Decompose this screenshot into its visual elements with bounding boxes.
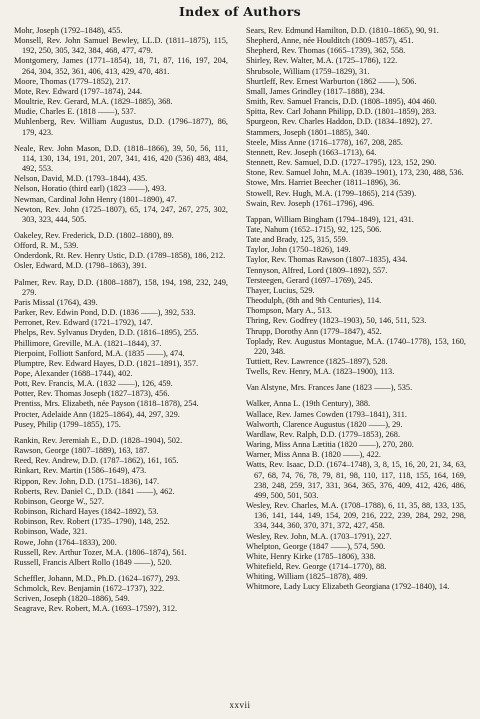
index-entry: Taylor, John (1750–1826), 149. (246, 245, 351, 255)
index-entry: Shirley, Rev. Walter, M.A. (1725–1786), 122. (246, 56, 398, 66)
index-entry: Rowe, John (1764–1833), 200. (14, 537, 117, 547)
index-entry: Wesley, Rev. John, M.A. (1703–1791), 227. (246, 531, 392, 541)
index-entry: Whitefield, Rev. George (1714–1770), 88. (246, 561, 387, 571)
index-entry: Theodulph, (8th and 9th Centuries), 114. (246, 296, 382, 306)
index-entry: Stammers, Joseph (1801–1885), 340. (246, 127, 370, 137)
index-entry: Reed, Rev. Andrew, D.D. (1787–1862), 161, 165. (14, 456, 179, 466)
index-entry: Perronet, Rev. Edward (1721–1792), 147. (14, 318, 153, 328)
index-entry: Whiting, William (1825–1878), 489. (246, 572, 368, 582)
index-entry: Potter, Rev. Thomas Joseph (1827–1873), 456. (14, 389, 170, 399)
index-entry: Plumptre, Rev. Edward Hayes, D.D. (1821–1891), 357. (14, 358, 199, 368)
index-entry: Mudie, Charles E. (1818 ——), 537. (14, 107, 136, 117)
index-entry: Robinson, Wade, 321. (14, 527, 88, 537)
page-title: Index of Authors (179, 4, 301, 19)
index-entry: Thrupp, Dorothy Ann (1779–1847), 452. (246, 326, 382, 336)
index-entry: Tappan, William Bingham (1794–1849), 121, 431. (246, 214, 414, 224)
index-entry: Shepherd, Anne, née Houlditch (1809–1857), 451. (246, 36, 414, 46)
index-entry: Stowell, Rev. Hugh, M.A. (1799–1865), 214 (539). (246, 188, 417, 198)
index-entry: Nelson, Horatio (third earl) (1823 ——), 493. (14, 184, 167, 194)
index-entry: Robinson, Richard Hayes (1842–1892), 53. (14, 507, 159, 517)
index-entry: Mohr, Joseph (1792–1848), 455. (14, 26, 123, 35)
index-entry: Pope, Alexander (1688–1744), 402. (14, 369, 133, 378)
index-entry: Rankin, Rev. Jeremiah E., D.D. (1828–1904), 502. (14, 435, 183, 445)
index-entry: Procter, Adelaide Ann (1825–1864), 44, 297, 329. (14, 409, 180, 419)
index-entry: Oakeley, Rev. Frederick, D.D. (1802–1880), 89. (14, 230, 174, 240)
index-entry: Waring, Miss Anna Lætitia (1820 ——), 270, 280. (246, 440, 414, 450)
index-entry: Robinson, George W., 527. (14, 496, 104, 506)
left-column (14, 26, 228, 615)
index-entry: Rinkart, Rev. Martin (1586–1649), 473. (14, 466, 147, 476)
index-entry: Stowe, Mrs. Harriet Beecher (1811–1896), 36. (246, 178, 401, 188)
index-entry: Tate and Brady, 125, 315, 559. (246, 235, 348, 245)
index-entry: Twells, Rev. Henry, M.A. (1823–1900), 113. (246, 367, 395, 377)
index-entry: Monsell, Rev. John Samuel Bewley, LL.D. (1811–1875), 115, 192, 250, 305, 342, 384, 468, 477, 479. (14, 36, 228, 56)
index-entry: Moore, Thomas (1779–1852), 217. (14, 76, 131, 86)
index-entry: Whitmore, Lady Lucy Elizabeth Georgiana (1792–1840), 14. (246, 582, 450, 592)
index-entry: Stennett, Rev. Samuel, D.D. (1727–1795), 123, 152, 290. (246, 158, 437, 168)
index-entry: Phillimore, Greville, M.A. (1821–1844), 37. (14, 338, 162, 348)
index-entry: Moultrie, Rev. Gerard, M.A. (1829–1885), 368. (14, 97, 173, 107)
index-entry: Onderdonk, Rt. Rev. Henry Ustic, D.D. (1789–1858), 186, 212. (14, 251, 226, 261)
index-entry: Watts, Rev. Isaac, D.D. (1674–1748), 3, 8, 15, 16, 20, 21, 34, 63, 67, 68, 74, 76, 78, 79, 81, 98, 110, 117, 118, 155, 164, 169, 238, 248, 259, 317, 331, 364, 365, 376, 409, 412, 426, 486, 499, 500, 501, 503. (246, 460, 466, 500)
index-entry: Sears, Rev. Edmund Hamilton, D.D. (1810–1865), 90, 91. (246, 26, 439, 35)
index-entry: Schmolck, Rev. Benjamin (1672–1737), 322. (14, 584, 165, 594)
index-entry: Mote, Rev. Edward (1797–1874), 244. (14, 86, 143, 96)
index-entry: Thring, Rev. Godfrey (1823–1903), 50, 146, 511, 523. (246, 316, 427, 326)
index-entry: Parker, Rev. Edwin Pond, D.D. (1836 ——), 392, 533. (14, 308, 196, 318)
index-entry: Seagrave, Rev. Robert, M.A. (1693–1759?), 312. (14, 604, 178, 614)
index-entry: Tate, Nahum (1652–1715), 92, 125, 506. (246, 224, 382, 234)
index-entry: Scriven, Joseph (1820–1886), 549. (14, 594, 130, 604)
index-entry: White, Henry Kirke (1785–1806), 338. (246, 551, 376, 561)
index-entry: Newton, Rev. John (1725–1807), 65, 174, 247, 267, 275, 302, 303, 323, 444, 505. (14, 204, 228, 224)
index-entry: Swain, Rev. Joseph (1761–1796), 496. (246, 198, 375, 208)
page-number: xxvii (229, 700, 251, 710)
index-entry: Roberts, Rev. Daniel C., D.D. (1841 ——), 462. (14, 486, 175, 496)
index-entry: Pott, Rev. Francis, M.A. (1832 ——), 126, 459. (14, 379, 173, 389)
index-entry: Wesley, Rev. Charles, M.A. (1708–1788), 6, 11, 35, 88, 133, 135, 136, 141, 144, 149, 154, 209, 216, 222, 239, 284, 292, 298, 334, 344, 360, 370, 371, 372, 427, 458. (246, 501, 466, 531)
index-entry: Stennett, Rev. Joseph (1663–1713), 64. (246, 147, 377, 157)
index-entry: Muhlenberg, Rev. William Augustus, D.D. (1796–1877), 86, 179, 423. (14, 117, 228, 137)
index-entry: Taylor, Rev. Thomas Rawson (1807–1835), 434. (246, 255, 408, 265)
index-entry: Spitta, Rev. Carl Johann Philipp, D.D. (1801–1859), 283. (246, 107, 437, 117)
index-entry: Wallace, Rev. James Cowden (1793–1841), 311. (246, 409, 407, 419)
index-entry: Osler, Edward, M.D. (1798–1863), 391. (14, 261, 147, 271)
index-entry: Thompson, Mary A., 513. (246, 306, 332, 316)
index-entry: Van Alstyne, Mrs. Frances Jane (1823 ——), 535. (246, 383, 413, 393)
index-entry: Smith, Rev. Samuel Francis, D.D. (1808–1895), 404 460. (246, 97, 437, 107)
index-entry: Offord, R. M., 539. (14, 241, 79, 251)
index-entry: Stone, Rev. Samuel John, M.A. (1839–1901), 173, 230, 488, 536. (246, 168, 464, 178)
index-entry: Rippon, Rev. John, D.D. (1751–1836), 147. (14, 476, 160, 486)
index-entry: Phelps, Rev. Sylvanus Dryden, D.D. (1816–1895), 255. (14, 328, 199, 338)
index-entry: Spurgeon, Rev. Charles Haddon, D.D. (1834–1892), 27. (246, 117, 433, 127)
index-entry: Warner, Miss Anna B. (1820 ——), 422. (246, 450, 381, 460)
index-entry: Steele, Miss Anne (1716–1778), 167, 208, 285. (246, 137, 403, 147)
index-entry: Tuttiett, Rev. Lawrence (1825–1897), 528. (246, 357, 388, 366)
index-entry: Walker, Anna L. (19th Century), 388. (246, 399, 371, 409)
index-entry: Thayer, Lucius, 529. (246, 285, 315, 295)
index-entry: Whelpton, George (1847 ——), 574, 590. (246, 541, 386, 551)
index-entry: Nelson, David, M.D. (1793–1844), 435. (14, 174, 148, 184)
index-entry: Tennyson, Alfred, Lord (1809–1892), 557. (246, 265, 388, 275)
index-entry: Shrubsole, William (1759–1829), 31. (246, 66, 370, 76)
index-entry: Paris Missal (1764), 439. (14, 297, 98, 307)
index-entry: Shepherd, Rev. Thomas (1665–1739), 362, 558. (246, 46, 406, 56)
index-entry: Montgomery, James (1771–1854), 18, 71, 87, 116, 197, 204, 264, 304, 352, 361, 406, 413, 429, 470, 481. (14, 56, 228, 76)
index-entry: Neale, Rev. John Mason, D.D. (1818–1866), 39, 50, 56, 111, 114, 130, 134, 191, 201, 207, 341, 416, 420 (536) 483, 484, 492, 553. (14, 143, 228, 174)
index-entry: Russell, Francis Albert Rollo (1849 ——), 520. (14, 557, 172, 567)
right-column (246, 26, 466, 592)
index-entry: Prentiss, Mrs. Elizabeth, née Payson (1818–1878), 254. (14, 399, 199, 409)
index-entry: Shurtleff, Rev. Ernest Warburton (1862 ——), 506. (246, 76, 417, 86)
index-entry: Pusey, Philip (1799–1855), 175. (14, 419, 121, 429)
index-entry: Walworth, Clarence Augustus (1820 ——), 29. (246, 419, 403, 429)
index-entry: Palmer, Rev. Ray, D.D. (1808–1887), 158, 194, 198, 232, 249, 279. (14, 277, 228, 297)
index-entry: Newman, Cardinal John Henry (1801–1890), 47. (14, 194, 177, 204)
index-entry: Pierpoint, Folliott Sanford, M.A. (1835 ——), 474. (14, 348, 185, 358)
index-entry: Wardlaw, Rev. Ralph, D.D. (1779–1853), 268. (246, 429, 401, 439)
index-entry: Scheffler, Johann, M.D., Ph.D. (1624–1677), 293. (14, 573, 180, 583)
index-entry: Tersteegen, Gerard (1697–1769), 245. (246, 275, 373, 285)
index-entry: Rawson, George (1807–1889), 163, 187. (14, 446, 150, 456)
index-entry: Small, James Grindley (1817–1888), 234. (246, 86, 385, 96)
index-entry: Robinson, Rev. Robert (1735–1790), 148, 252. (14, 517, 170, 527)
index-entry: Toplady, Rev. Augustus Montague, M.A. (1740–1778), 153, 160, 220, 348. (246, 336, 466, 356)
index-entry: Russell, Rev. Arthur Tozer, M.A. (1806–1874), 561. (14, 547, 187, 557)
